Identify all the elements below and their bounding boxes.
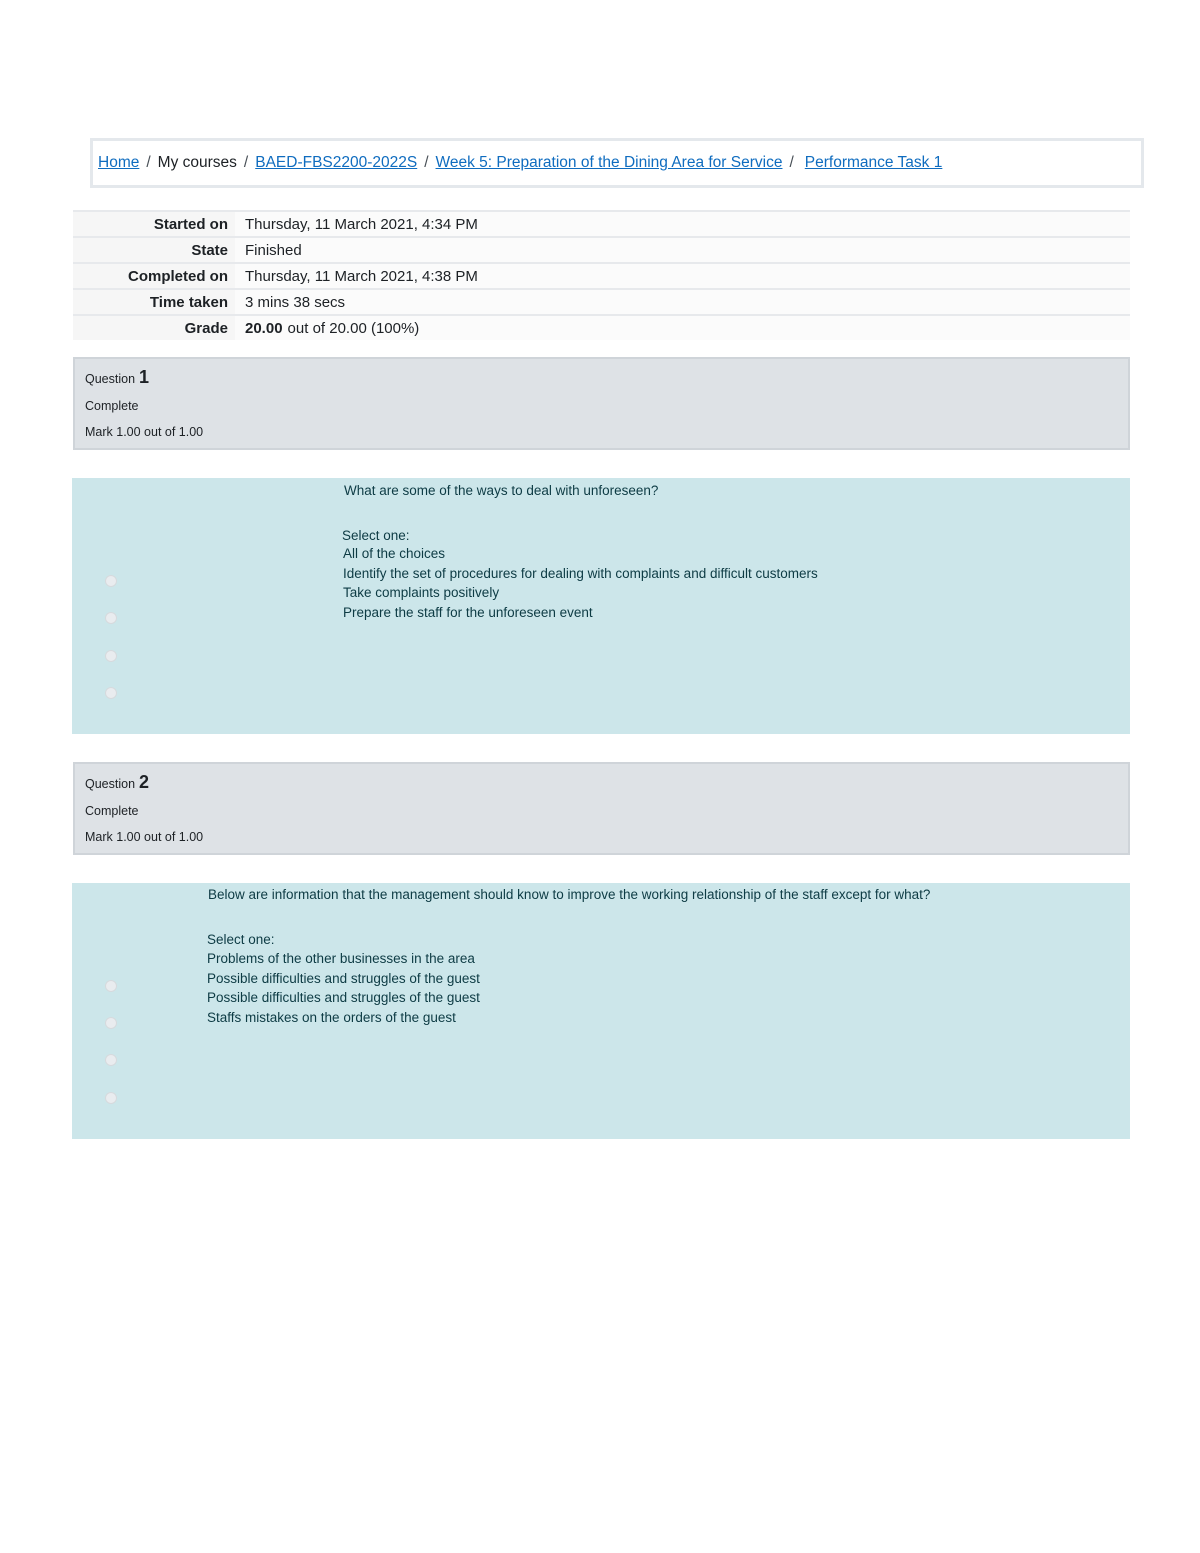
breadcrumb-course-link[interactable]: BAED-FBS2200-2022S [255, 154, 418, 171]
radio-option-b[interactable] [105, 612, 117, 624]
radio-option-d[interactable] [105, 687, 117, 699]
state-value: Finished [235, 238, 1130, 262]
breadcrumb-home-link[interactable]: Home [98, 154, 140, 171]
grade-label: Grade [73, 316, 235, 340]
completed-on-value: Thursday, 11 March 2021, 4:38 PM [235, 264, 1130, 288]
option-label[interactable]: Staffs mistakes on the orders of the guest [207, 1009, 456, 1025]
attempt-summary-table [73, 210, 1130, 340]
question-number: 1 [139, 367, 150, 387]
select-one-label: Select one: [342, 528, 410, 543]
grade-score: 20.00 [245, 319, 283, 337]
breadcrumb-week-link[interactable]: Week 5: Preparation of the Dining Area for Service [435, 154, 783, 171]
grade-out-of: out of 20.00 (100%) [287, 319, 420, 337]
time-taken-value: 3 mins 38 secs [235, 290, 1130, 314]
breadcrumb-separator: / [424, 154, 429, 171]
breadcrumb-task-link[interactable]: Performance Task 1 [804, 154, 943, 171]
question-1-content [72, 478, 1130, 734]
option-label[interactable]: Prepare the staff for the unforeseen event [343, 604, 593, 620]
state-label: State [73, 238, 235, 262]
started-on-value: Thursday, 11 March 2021, 4:34 PM [235, 212, 1130, 236]
question-1-text: What are some of the ways to deal with unforeseen? [344, 483, 659, 498]
breadcrumb-my-courses: My courses [157, 154, 237, 171]
radio-option-a[interactable] [105, 980, 117, 992]
question-mark: Mark 1.00 out of 1.00 [85, 425, 204, 439]
question-1-title [85, 367, 1118, 391]
completed-on-label: Completed on [73, 264, 235, 288]
option-label[interactable]: Possible difficulties and struggles of the guest [207, 990, 480, 1005]
radio-option-b[interactable] [105, 1017, 117, 1029]
radio-option-c[interactable] [105, 650, 117, 662]
question-2-info [73, 762, 1130, 855]
option-label[interactable]: All of the choices [343, 546, 446, 561]
question-number: 2 [139, 772, 150, 792]
summary-row-started-on [73, 210, 1130, 236]
started-on-label: Started on [73, 212, 235, 236]
question-1-info [73, 357, 1130, 450]
breadcrumb-separator: / [146, 154, 151, 171]
question-2-options [207, 949, 480, 1027]
summary-row-completed-on [73, 262, 1130, 288]
select-one-label: Select one: [207, 932, 275, 947]
radio-option-a[interactable] [105, 575, 117, 587]
radio-option-d[interactable] [105, 1092, 117, 1104]
summary-row-time-taken [73, 288, 1130, 314]
breadcrumb-separator: / [243, 154, 249, 171]
question-label: Question [85, 777, 136, 791]
question-2-text: Below are information that the management should know to improve the working relationship of the staff except for what? [208, 887, 931, 902]
question-2-title [85, 772, 1118, 796]
breadcrumb-separator: / [789, 154, 794, 171]
time-taken-label: Time taken [73, 290, 235, 314]
option-label[interactable]: Problems of the other businesses in the area [207, 951, 475, 966]
radio-option-c[interactable] [105, 1054, 117, 1066]
summary-row-state [73, 236, 1130, 262]
summary-row-grade [73, 314, 1130, 340]
option-label[interactable]: Identify the set of procedures for dealing with complaints and difficult customers [343, 565, 818, 581]
option-label[interactable]: Possible difficulties and struggles of the guest [207, 970, 480, 986]
question-1-options [343, 544, 818, 622]
question-status: Complete [85, 399, 139, 413]
option-label[interactable]: Take complaints positively [343, 585, 500, 600]
question-2-content [72, 883, 1130, 1139]
question-status: Complete [85, 804, 139, 818]
breadcrumb [90, 138, 1144, 188]
question-mark: Mark 1.00 out of 1.00 [85, 830, 204, 844]
grade-value [235, 316, 1130, 340]
question-label: Question [85, 372, 136, 386]
